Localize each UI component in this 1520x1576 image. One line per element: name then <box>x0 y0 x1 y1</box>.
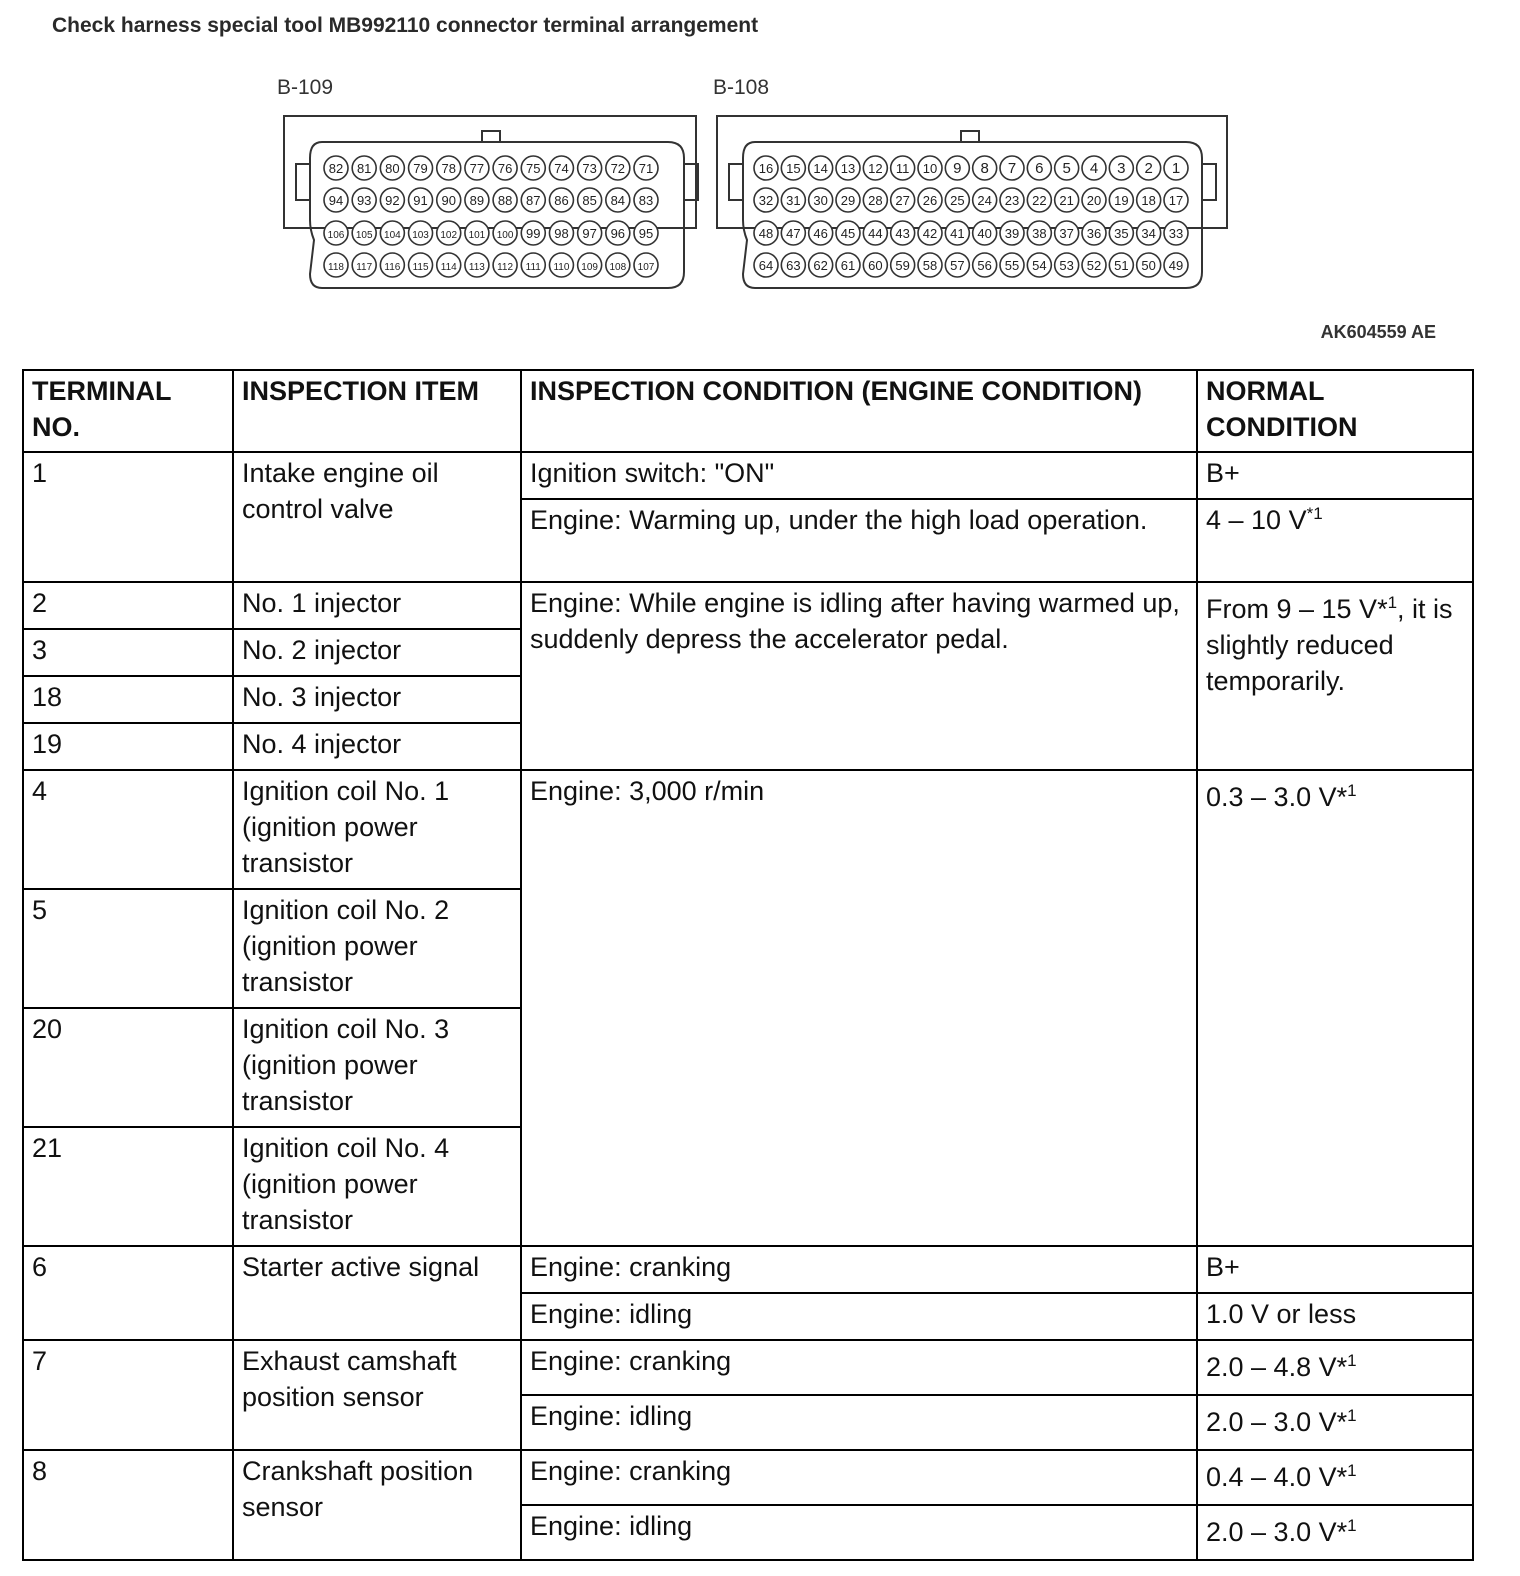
pin-label-18: 18 <box>1141 193 1156 208</box>
pin-label-15: 15 <box>786 161 801 176</box>
pin-label-116: 116 <box>384 262 401 273</box>
pin-label-85: 85 <box>582 193 597 208</box>
pin-label-80: 80 <box>385 161 400 176</box>
pin-label-77: 77 <box>469 161 485 176</box>
pin-label-84: 84 <box>610 193 626 208</box>
normal-cell <box>1197 1340 1473 1395</box>
table-row <box>23 770 1473 889</box>
pin-label-90: 90 <box>441 193 456 208</box>
normal-value-cont: , it is slightly reduced temporarily. <box>1206 594 1453 696</box>
pin-label-32: 32 <box>758 193 774 208</box>
item-cell: Exhaust camshaft position sensor <box>233 1340 521 1450</box>
terminal-cell: 20 <box>23 1008 233 1127</box>
pin-label-93: 93 <box>356 193 372 208</box>
condition-cell: Engine: Warming up, under the high load operation. <box>521 499 1197 582</box>
condition-cell: Engine: idling <box>521 1395 1197 1450</box>
pin-label-111: 111 <box>525 262 541 273</box>
pin-label-47: 47 <box>786 226 801 241</box>
pin-label-41: 41 <box>950 226 965 241</box>
pin-label-33: 33 <box>1168 226 1184 241</box>
pin-label-42: 42 <box>922 226 938 241</box>
normal-value: 0.4 – 4.0 V* <box>1206 1462 1348 1492</box>
pin-label-60: 60 <box>868 258 883 273</box>
terminal-cell: 7 <box>23 1340 233 1450</box>
connector-label-b109: B-109 <box>277 76 334 99</box>
terminal-cell: 3 <box>23 629 233 676</box>
pin-label-103: 103 <box>412 230 429 241</box>
pin-label-73: 73 <box>582 161 597 176</box>
pin-label-75: 75 <box>526 161 541 176</box>
connector-label-b108: B-108 <box>713 76 770 99</box>
pin-label-4: 4 <box>1089 160 1099 177</box>
pin-label-14: 14 <box>813 161 828 176</box>
pin-label-12: 12 <box>868 161 883 176</box>
terminal-cell: 1 <box>23 452 233 582</box>
normal-cell <box>1197 1505 1473 1560</box>
pin-label-99: 99 <box>526 226 541 241</box>
pin-label-16: 16 <box>758 161 774 176</box>
table-row <box>23 1246 1473 1293</box>
header-terminal: TERMINAL NO. <box>23 370 233 452</box>
pin-label-31: 31 <box>786 193 801 208</box>
pin-label-54: 54 <box>1032 258 1047 273</box>
pin-label-58: 58 <box>922 258 938 273</box>
pin-label-10: 10 <box>922 161 938 176</box>
pin-label-95: 95 <box>638 226 654 241</box>
normal-cell: B+ <box>1197 452 1473 499</box>
pin-label-57: 57 <box>950 258 965 273</box>
pin-label-102: 102 <box>440 230 458 241</box>
terminal-cell: 19 <box>23 723 233 770</box>
footnote-mark: 1 <box>1347 1351 1357 1370</box>
condition-cell: Engine: cranking <box>521 1340 1197 1395</box>
pin-label-82: 82 <box>328 161 344 176</box>
pin-label-96: 96 <box>610 226 626 241</box>
pin-label-26: 26 <box>922 193 938 208</box>
pin-label-113: 113 <box>468 262 485 273</box>
header-inspection-item: INSPECTION ITEM <box>233 370 521 452</box>
pin-label-43: 43 <box>895 226 910 241</box>
pin-label-25: 25 <box>950 193 965 208</box>
pin-label-92: 92 <box>385 193 400 208</box>
footnote-mark: *1 <box>1306 504 1323 523</box>
terminal-cell: 21 <box>23 1127 233 1246</box>
pin-label-35: 35 <box>1114 226 1129 241</box>
pin-label-97: 97 <box>582 226 597 241</box>
footnote-mark: 1 <box>1347 1516 1357 1535</box>
item-cell: Ignition coil No. 4 (ignition power transistor <box>233 1127 521 1246</box>
terminal-cell: 2 <box>23 582 233 629</box>
item-cell: Ignition coil No. 2 (ignition power transistor <box>233 889 521 1008</box>
pin-label-17: 17 <box>1168 193 1184 208</box>
pin-label-115: 115 <box>412 262 429 273</box>
pin-label-100: 100 <box>496 230 514 241</box>
pin-label-117: 117 <box>356 262 373 273</box>
pin-label-8: 8 <box>980 160 989 177</box>
table-row <box>23 1340 1473 1395</box>
footnote-mark: 1 <box>1347 1406 1357 1425</box>
header-normal-condition: NORMAL CONDITION <box>1197 370 1473 452</box>
pin-label-34: 34 <box>1141 226 1156 241</box>
table-row <box>23 452 1473 499</box>
pin-label-51: 51 <box>1114 258 1129 273</box>
footnote-mark: 1 <box>1347 781 1357 800</box>
pin-label-88: 88 <box>497 193 513 208</box>
pin-label-63: 63 <box>786 258 801 273</box>
pin-label-22: 22 <box>1032 193 1047 208</box>
pin-label-5: 5 <box>1062 160 1071 177</box>
header-inspection-condition: INSPECTION CONDITION (ENGINE CONDITION) <box>521 370 1197 452</box>
pin-label-59: 59 <box>895 258 910 273</box>
pin-label-110: 110 <box>553 262 570 273</box>
table-row <box>23 582 1473 629</box>
item-cell: Ignition coil No. 1 (ignition power transistor <box>233 770 521 889</box>
terminal-cell: 18 <box>23 676 233 723</box>
normal-cell: B+ <box>1197 1246 1473 1293</box>
pin-label-37: 37 <box>1059 226 1074 241</box>
pins-b108 <box>754 156 1188 277</box>
pin-label-98: 98 <box>554 226 569 241</box>
normal-cell <box>1197 582 1473 770</box>
pin-label-9: 9 <box>953 160 962 177</box>
pin-label-106: 106 <box>327 230 345 241</box>
normal-value: 2.0 – 4.8 V* <box>1206 1352 1348 1382</box>
pin-label-29: 29 <box>840 193 856 208</box>
pin-label-19: 19 <box>1114 193 1129 208</box>
pin-label-61: 61 <box>840 258 856 273</box>
pin-label-55: 55 <box>1004 258 1020 273</box>
terminal-cell: 5 <box>23 889 233 1008</box>
pin-label-40: 40 <box>977 226 992 241</box>
condition-cell: Engine: idling <box>521 1293 1197 1340</box>
pin-label-114: 114 <box>440 262 457 273</box>
pin-label-45: 45 <box>840 226 856 241</box>
pin-label-56: 56 <box>977 258 992 273</box>
pin-label-50: 50 <box>1141 258 1156 273</box>
pin-label-81: 81 <box>356 161 372 176</box>
pin-label-87: 87 <box>526 193 541 208</box>
normal-cell <box>1197 1450 1473 1505</box>
pin-label-48: 48 <box>758 226 774 241</box>
pin-label-24: 24 <box>977 193 992 208</box>
item-cell: Starter active signal <box>233 1246 521 1340</box>
pin-label-101: 101 <box>468 230 486 241</box>
pin-label-7: 7 <box>1007 160 1017 177</box>
pin-label-104: 104 <box>384 230 401 241</box>
item-cell: Intake engine oil control valve <box>233 452 521 582</box>
condition-cell: Engine: cranking <box>521 1450 1197 1505</box>
table-header-row <box>23 370 1473 452</box>
item-cell: No. 2 injector <box>233 629 521 676</box>
normal-value: 4 – 10 V <box>1206 505 1307 535</box>
pin-label-108: 108 <box>609 262 627 273</box>
pin-label-11: 11 <box>895 161 910 176</box>
normal-value: 2.0 – 3.0 V* <box>1206 1407 1348 1437</box>
pin-label-30: 30 <box>813 193 828 208</box>
pin-label-83: 83 <box>638 193 654 208</box>
connector-figure <box>0 60 1520 360</box>
pin-label-27: 27 <box>895 193 910 208</box>
pin-label-23: 23 <box>1004 193 1020 208</box>
table-row <box>23 1450 1473 1505</box>
page-title: Check harness special tool MB992110 connector terminal arrangement <box>52 14 759 37</box>
normal-cell <box>1197 770 1473 1246</box>
pin-label-91: 91 <box>413 193 428 208</box>
pin-label-86: 86 <box>554 193 569 208</box>
pin-label-36: 36 <box>1086 226 1102 241</box>
item-cell: No. 4 injector <box>233 723 521 770</box>
pin-label-21: 21 <box>1059 193 1074 208</box>
pin-label-79: 79 <box>413 161 428 176</box>
pin-label-76: 76 <box>497 161 513 176</box>
pin-label-49: 49 <box>1168 258 1184 273</box>
pin-label-1: 1 <box>1171 160 1181 177</box>
pin-label-118: 118 <box>328 262 344 273</box>
condition-cell: Engine: idling <box>521 1505 1197 1560</box>
pin-label-39: 39 <box>1004 226 1020 241</box>
pin-label-20: 20 <box>1086 193 1102 208</box>
condition-cell: Engine: 3,000 r/min <box>521 770 1197 1246</box>
normal-cell <box>1197 1395 1473 1450</box>
inspection-table <box>22 369 1474 1561</box>
footnote-mark: 1 <box>1347 1461 1357 1480</box>
item-cell: No. 3 injector <box>233 676 521 723</box>
footnote-mark: 1 <box>1387 593 1398 612</box>
pin-label-46: 46 <box>813 226 828 241</box>
item-cell: No. 1 injector <box>233 582 521 629</box>
figure-id: AK604559 AE <box>1320 322 1436 342</box>
pin-label-6: 6 <box>1035 160 1044 177</box>
normal-cell <box>1197 499 1473 582</box>
pin-label-105: 105 <box>355 230 373 241</box>
terminal-cell: 8 <box>23 1450 233 1560</box>
normal-value: 0.3 – 3.0 V* <box>1206 782 1348 812</box>
pin-label-44: 44 <box>868 226 883 241</box>
pin-label-64: 64 <box>758 258 774 273</box>
pin-label-89: 89 <box>469 193 485 208</box>
pin-label-72: 72 <box>610 161 626 176</box>
terminal-cell: 6 <box>23 1246 233 1340</box>
pin-label-2: 2 <box>1144 160 1153 177</box>
pins-b109 <box>324 156 658 277</box>
pin-label-71: 71 <box>638 161 654 176</box>
condition-cell: Engine: cranking <box>521 1246 1197 1293</box>
item-cell: Crankshaft position sensor <box>233 1450 521 1560</box>
pin-label-13: 13 <box>840 161 856 176</box>
pin-label-78: 78 <box>441 161 456 176</box>
normal-cell: 1.0 V or less <box>1197 1293 1473 1340</box>
normal-value: From 9 – 15 V* <box>1206 594 1388 624</box>
terminal-cell: 4 <box>23 770 233 889</box>
condition-cell: Engine: While engine is idling after having warmed up, suddenly depress the accelerator pedal. <box>521 582 1197 770</box>
pin-label-28: 28 <box>868 193 883 208</box>
pin-label-52: 52 <box>1086 258 1102 273</box>
pin-label-74: 74 <box>554 161 569 176</box>
item-cell: Ignition coil No. 3 (ignition power transistor <box>233 1008 521 1127</box>
pin-label-3: 3 <box>1117 160 1126 177</box>
pin-label-94: 94 <box>328 193 344 208</box>
pin-label-62: 62 <box>813 258 828 273</box>
pin-label-109: 109 <box>581 262 598 273</box>
normal-value: 2.0 – 3.0 V* <box>1206 1517 1348 1547</box>
connector-diagram <box>0 60 1520 360</box>
pin-label-38: 38 <box>1032 226 1047 241</box>
pin-label-112: 112 <box>497 262 514 273</box>
condition-cell: Ignition switch: "ON" <box>521 452 1197 499</box>
pin-label-53: 53 <box>1059 258 1074 273</box>
pin-label-107: 107 <box>637 262 655 273</box>
